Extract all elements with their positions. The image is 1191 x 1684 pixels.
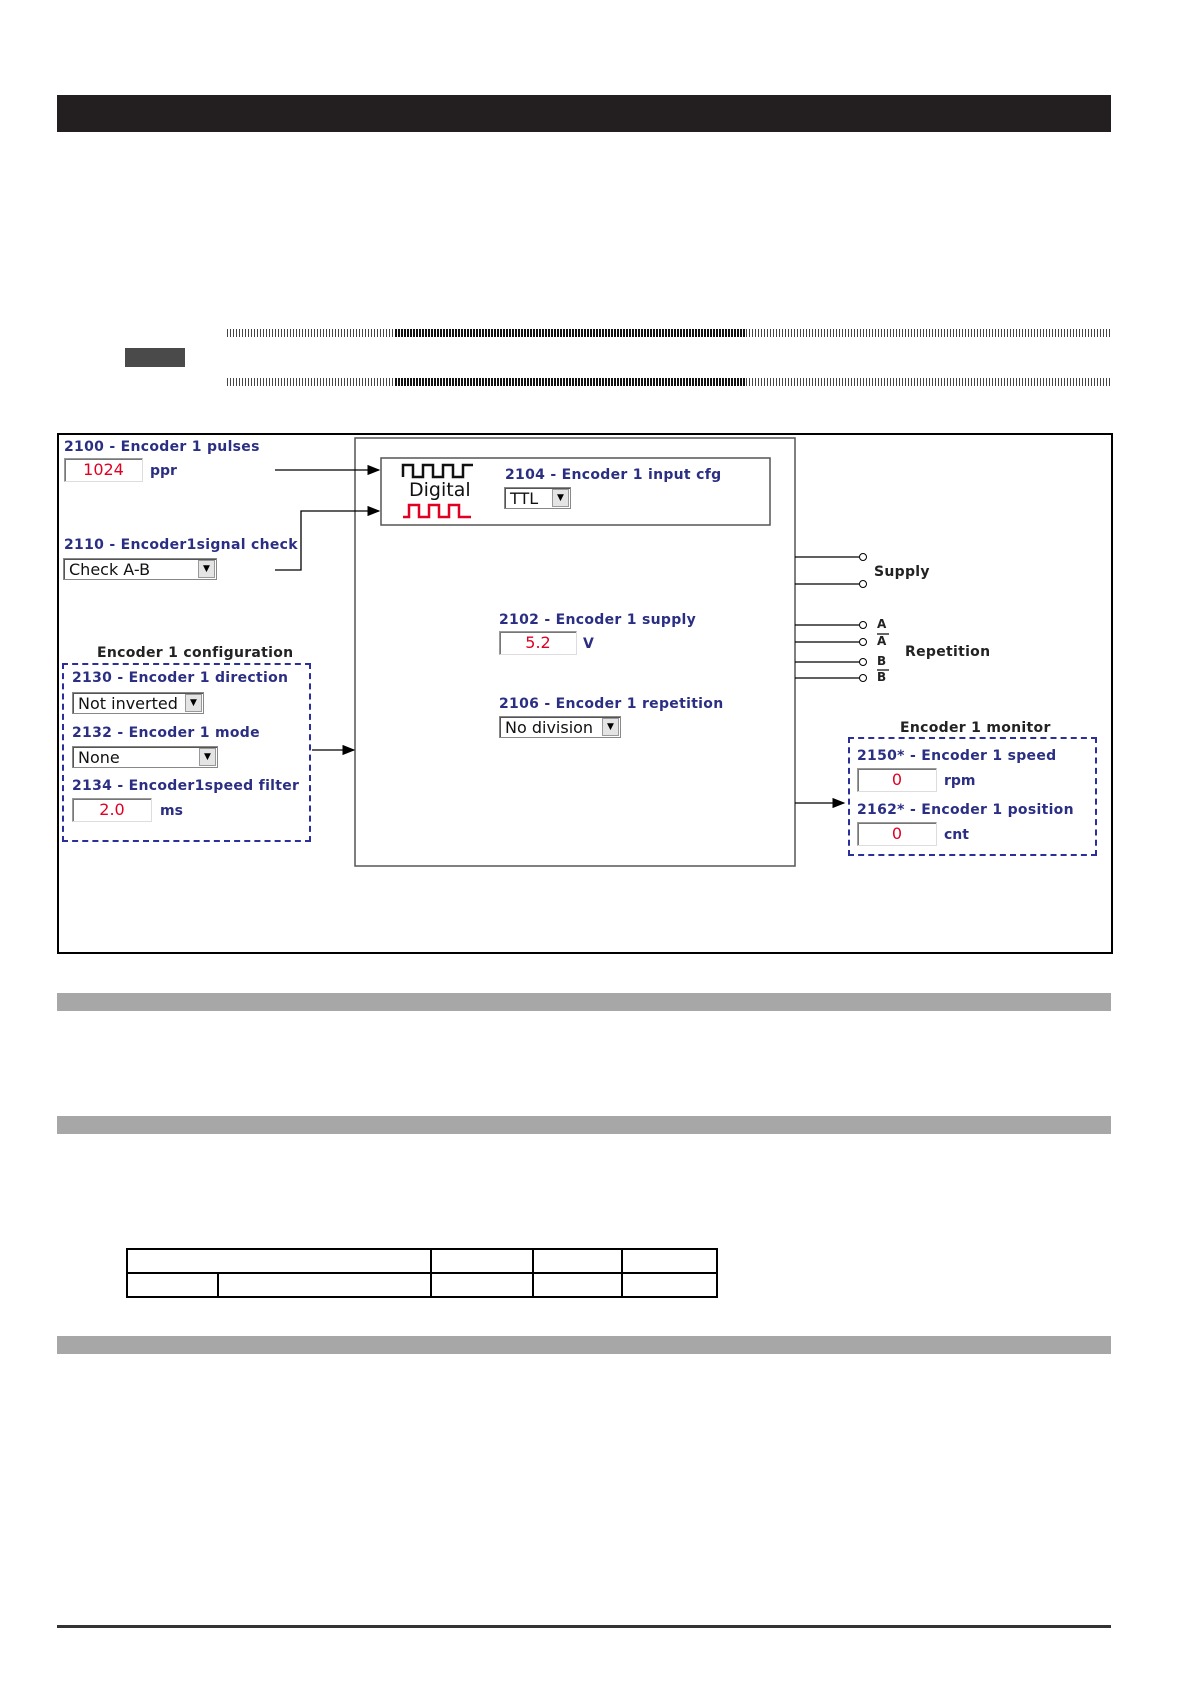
param-2110-label: 2110 - Encoder1signal check xyxy=(64,537,298,553)
param-2106-select[interactable] xyxy=(499,716,621,738)
config-title: Encoder 1 configuration xyxy=(97,645,294,661)
param-2110-select[interactable] xyxy=(63,558,217,580)
chevron-down-icon[interactable]: ▼ xyxy=(552,489,569,507)
section-band-2 xyxy=(57,1116,1111,1134)
chevron-down-icon[interactable]: ▼ xyxy=(602,718,619,736)
param-2102-unit: V xyxy=(583,636,594,652)
note-tag xyxy=(125,348,185,367)
signal-a: A xyxy=(877,617,887,631)
param-2134-label: 2134 - Encoder1speed filter xyxy=(72,778,300,794)
param-2134-unit: ms xyxy=(160,803,183,819)
param-2162-label: 2162* - Encoder 1 position xyxy=(857,802,1074,818)
param-2134-value[interactable]: 2.0 xyxy=(72,798,152,822)
parameter-table xyxy=(126,1248,718,1298)
param-2102-value[interactable]: 5.2 xyxy=(499,631,577,655)
param-2130-label: 2130 - Encoder 1 direction xyxy=(72,670,289,686)
param-2150-label: 2150* - Encoder 1 speed xyxy=(857,748,1057,764)
param-2100-unit: ppr xyxy=(150,463,177,479)
param-2104-selected: TTL xyxy=(510,489,539,508)
note-bottom-rule xyxy=(227,378,1111,386)
section-band-3 xyxy=(57,1336,1111,1354)
param-2100-label: 2100 - Encoder 1 pulses xyxy=(64,439,260,455)
param-2132-label: 2132 - Encoder 1 mode xyxy=(72,725,260,741)
section-band-1 xyxy=(57,993,1111,1011)
table-row xyxy=(127,1273,717,1297)
param-2106-selected: No division xyxy=(505,718,594,737)
signal-b: B xyxy=(877,654,887,668)
param-2162-value: 0 xyxy=(857,822,937,846)
param-2106-label: 2106 - Encoder 1 repetition xyxy=(499,696,724,712)
param-2130-selected: Not inverted xyxy=(78,694,178,713)
chevron-down-icon[interactable]: ▼ xyxy=(185,694,202,712)
param-2132-select[interactable] xyxy=(72,746,218,768)
header-bar xyxy=(57,95,1111,132)
param-2104-select[interactable] xyxy=(504,487,571,509)
chevron-down-icon[interactable]: ▼ xyxy=(199,748,216,766)
supply-label: Supply xyxy=(874,564,930,580)
param-2104-label: 2104 - Encoder 1 input cfg xyxy=(505,467,722,483)
table-row xyxy=(127,1249,717,1273)
repetition-label: Repetition xyxy=(905,644,991,660)
signal-b-inverted: B xyxy=(877,670,887,684)
encoder-diagram xyxy=(57,433,1113,954)
monitor-title: Encoder 1 monitor xyxy=(900,720,1051,736)
param-2102-label: 2102 - Encoder 1 supply xyxy=(499,612,697,628)
param-2132-selected: None xyxy=(78,748,120,767)
note-top-rule xyxy=(227,329,1111,337)
param-2110-selected: Check A-B xyxy=(69,560,151,579)
param-2150-value: 0 xyxy=(857,768,937,792)
param-2130-select[interactable] xyxy=(72,692,204,714)
signal-a-inverted: A xyxy=(877,634,887,648)
param-2150-unit: rpm xyxy=(944,773,976,789)
param-2162-unit: cnt xyxy=(944,827,969,843)
param-2100-value[interactable]: 1024 xyxy=(64,458,143,482)
chevron-down-icon[interactable]: ▼ xyxy=(198,560,215,578)
digital-icon-label: Digital xyxy=(409,479,471,501)
footer-rule xyxy=(57,1625,1111,1628)
